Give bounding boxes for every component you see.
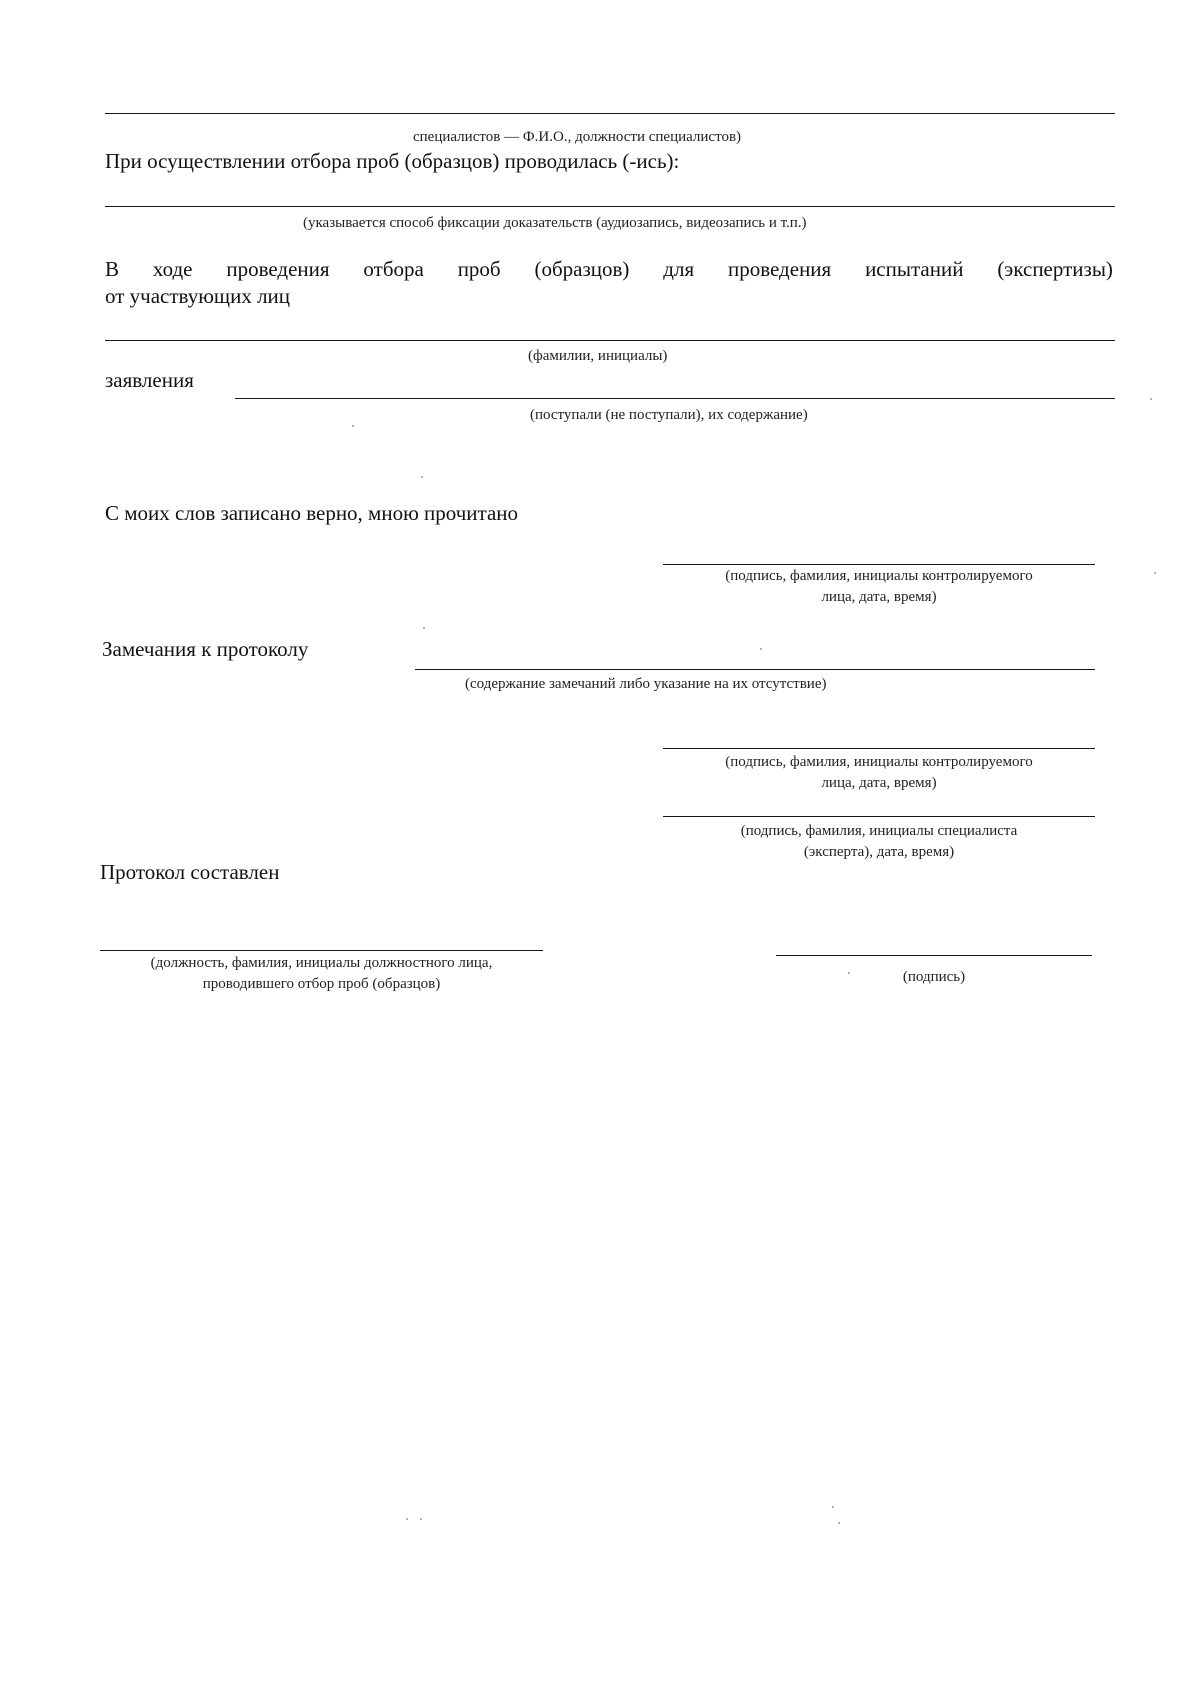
intro-word: отбора [363, 257, 424, 281]
remarks-label: Замечания к протоколу [102, 637, 309, 661]
signature-line [776, 955, 1092, 956]
intro-word: для [663, 257, 695, 281]
protocol-compiled-label: Протокол составлен [100, 860, 280, 884]
signature-controlled-1-caption-2: лица, дата, время) [821, 589, 937, 605]
signature-caption: (подпись) [902, 969, 966, 985]
scan-speck [760, 648, 762, 650]
specialists-line [105, 113, 1115, 114]
scan-speck [832, 1506, 834, 1508]
scan-speck [848, 972, 850, 974]
remarks-caption: (содержание замечаний либо указание на их отсутствие) [465, 676, 827, 692]
signature-specialist-caption-2: (эксперта), дата, время) [803, 844, 955, 860]
scan-speck [421, 476, 423, 478]
intro-word: В [105, 257, 120, 281]
statements-line [235, 398, 1115, 399]
official-caption-1: (должность, фамилия, инициалы должностного лица, [150, 955, 493, 971]
verified-label: С моих слов записано верно, мною прочитано [105, 501, 519, 525]
statements-intro-line2: от участвующих лиц [105, 284, 291, 308]
signature-controlled-2-line [663, 748, 1095, 749]
scan-speck [352, 425, 354, 427]
intro-word: ходе [152, 257, 193, 281]
signature-controlled-2-caption-1: (подпись, фамилия, инициалы контролируемого [725, 754, 1033, 770]
sampling-recorded-label: При осуществлении отбора проб (образцов) проводилась (-ись): [105, 149, 680, 173]
fixation-method-caption: (указывается способ фиксации доказательств (аудиозапись, видеозапись и т.п.) [303, 215, 807, 231]
scan-speck [1154, 572, 1156, 574]
signature-specialist-caption-1: (подпись, фамилия, инициалы специалиста [740, 823, 1018, 839]
intro-word: проб [457, 257, 501, 281]
intro-word: (экспертизы) [997, 257, 1113, 281]
signature-controlled-2-caption-2: лица, дата, время) [821, 775, 937, 791]
signature-controlled-1-caption-1: (подпись, фамилия, инициалы контролируемого [725, 568, 1033, 584]
scan-speck [1150, 398, 1152, 400]
names-line [105, 340, 1115, 341]
names-caption: (фамилии, инициалы) [528, 348, 668, 364]
intro-word: проведения [727, 257, 832, 281]
signature-specialist-line [663, 816, 1095, 817]
statements-intro-line1 [105, 256, 1113, 282]
remarks-line [415, 669, 1095, 670]
statements-label: заявления [105, 368, 194, 392]
official-line [100, 950, 543, 951]
intro-word: испытаний [865, 257, 964, 281]
fixation-method-line [105, 206, 1115, 207]
specialists-caption: специалистов — Ф.И.О., должности специалистов) [413, 129, 742, 145]
scan-speck [838, 1522, 840, 1524]
intro-word: (образцов) [534, 257, 630, 281]
scan-speck [423, 627, 425, 629]
scan-speck [406, 1518, 408, 1520]
statements-caption: (поступали (не поступали), их содержание) [530, 407, 808, 423]
official-caption-2: проводившего отбор проб (образцов) [202, 976, 441, 992]
signature-controlled-1-line [663, 564, 1095, 565]
scan-speck [420, 1518, 422, 1520]
intro-word: проведения [226, 257, 330, 281]
